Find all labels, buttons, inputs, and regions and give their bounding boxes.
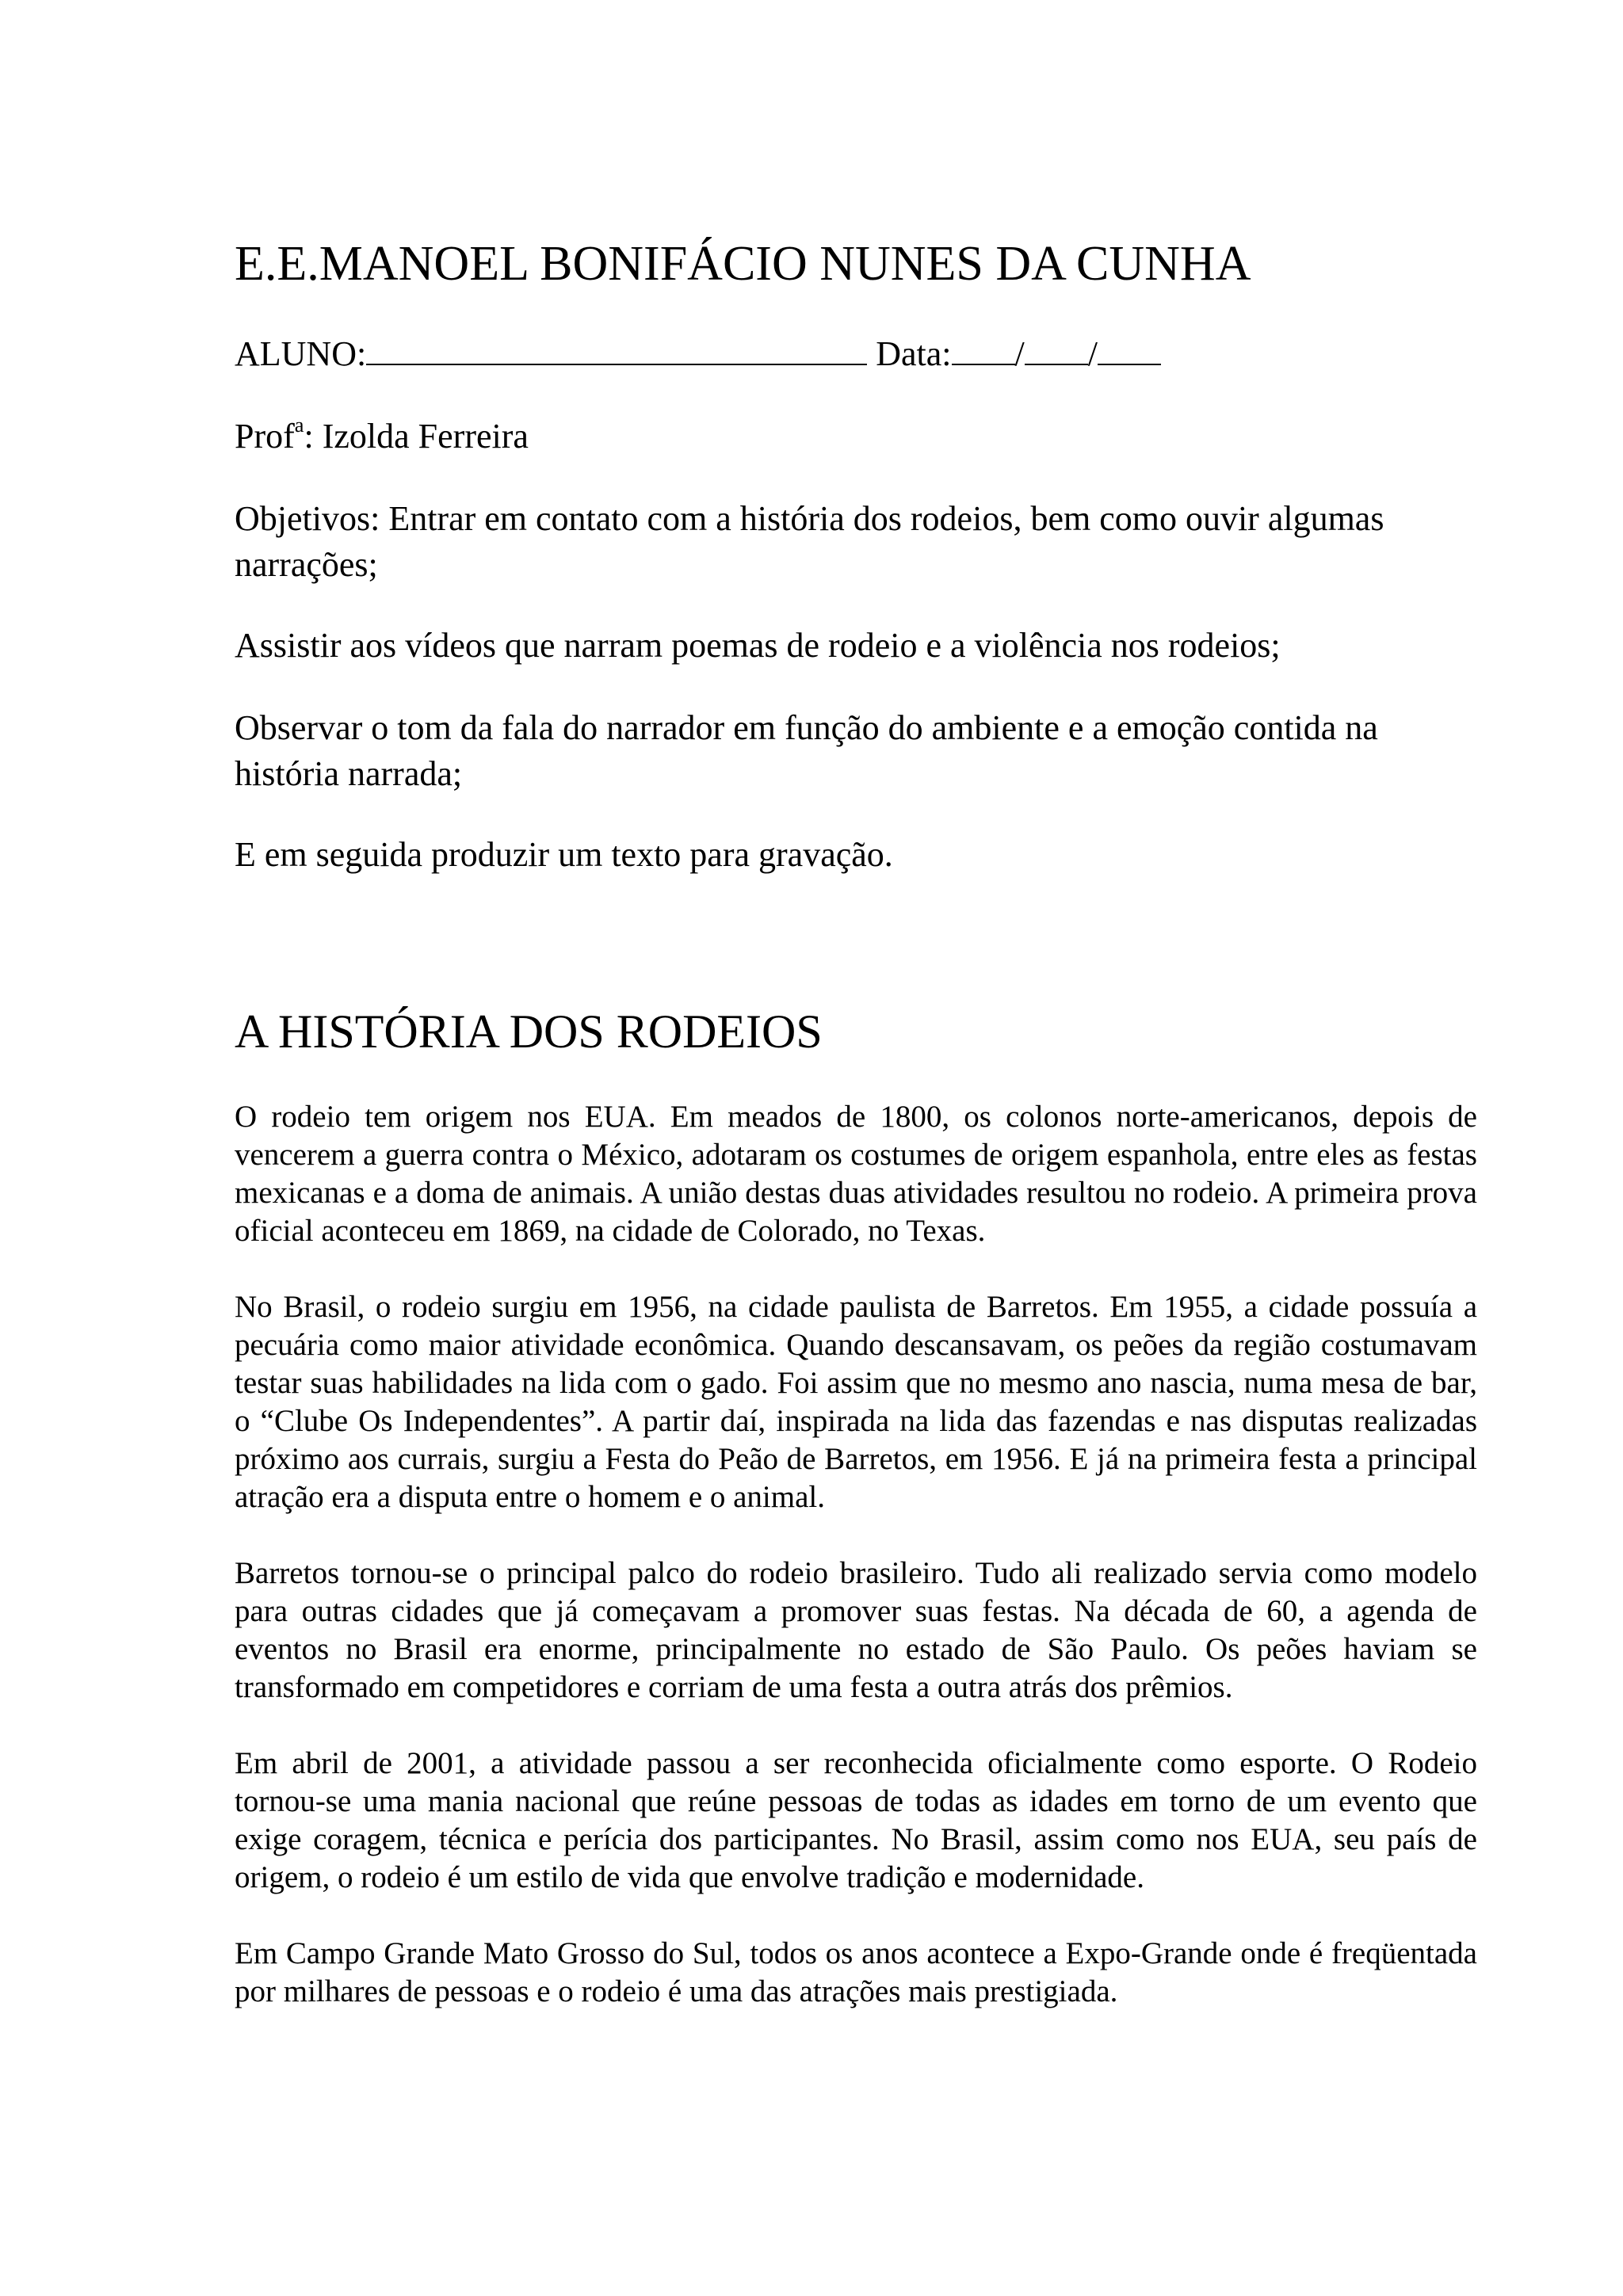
date-year-blank bbox=[1098, 332, 1161, 365]
objective-item: Assistir aos vídeos que narram poemas de rodeio e a violência nos rodeios; bbox=[235, 626, 1281, 665]
school-name: E.E.MANOEL BONIFÁCIO NUNES DA CUNHA bbox=[235, 237, 1251, 291]
student-date-line bbox=[235, 331, 1161, 377]
teacher-prefix: Prof bbox=[235, 417, 295, 456]
date-month-blank bbox=[1025, 332, 1088, 365]
article-paragraph: Em abril de 2001, a atividade passou a ser reconhecida oficialmente como esporte. O Rodeio tornou-se uma mania nacional que reúne pessoas de todas as idades em torno de um evento que exige coragem, técnica e perícia dos participantes. No Brasil, assim como nos EUA, seu país de origem, o rodeio é um estilo de vida que envolve tradição e modernidade. bbox=[235, 1746, 1477, 1894]
date-separator: / bbox=[1014, 334, 1025, 373]
teacher-line bbox=[235, 414, 529, 460]
objective-item: Objetivos: Entrar em contato com a história dos rodeios, bem como ouvir algumas narrações; bbox=[235, 499, 1384, 584]
student-name-blank bbox=[366, 332, 867, 365]
objective-item: E em seguida produzir um texto para gravação. bbox=[235, 835, 893, 874]
teacher-name: : Izolda Ferreira bbox=[304, 417, 529, 456]
date-day-blank bbox=[952, 332, 1015, 365]
article-paragraph: Em Campo Grande Mato Grosso do Sul, todos os anos acontece a Expo-Grande onde é freqüentada por milhares de pessoas e o rodeio é uma das atrações mais prestigiada. bbox=[235, 1936, 1477, 2008]
student-label: ALUNO: bbox=[235, 334, 367, 373]
objective-item: Observar o tom da fala do narrador em função do ambiente e a emoção contida na história narrada; bbox=[235, 708, 1378, 793]
article-paragraph: No Brasil, o rodeio surgiu em 1956, na cidade paulista de Barretos. Em 1955, a cidade possuía a pecuária como maior atividade econômica. Quando descansavam, os peões da região costumavam testar suas habilidades na lida com o gado. Foi assim que no mesmo ano nascia, numa mesa de bar, o “Clube Os Independentes”. A partir daí, inspirada na lida das fazendas e nas disputas realizadas próximo aos currais, surgiu a Festa do Peão de Barretos, em 1956. E já na primeira festa a principal atração era a disputa entre o homem e o animal. bbox=[235, 1290, 1477, 1514]
article-title: A HISTÓRIA DOS RODEIOS bbox=[235, 1005, 823, 1058]
article-paragraph: Barretos tornou-se o principal palco do rodeio brasileiro. Tudo ali realizado servia como modelo para outras cidades que já começavam a promover suas festas. Na década de 60, a agenda de eventos no Brasil era enorme, principalmente no estado de São Paulo. Os peões haviam se transformado em competidores e corriam de uma festa a outra atrás dos prêmios. bbox=[235, 1556, 1477, 1704]
date-separator: / bbox=[1087, 334, 1098, 373]
article-paragraph: O rodeio tem origem nos EUA. Em meados de 1800, os colonos norte-americanos, depois de vencerem a guerra contra o México, adotaram os costumes de origem espanhola, entre eles as festas mexicanas e a doma de animais. A união destas duas atividades resultou no rodeio. A primeira prova oficial aconteceu em 1869, na cidade de Colorado, no Texas. bbox=[235, 1100, 1477, 1248]
date-label: Data: bbox=[876, 334, 952, 373]
teacher-superscript: a bbox=[294, 413, 304, 437]
